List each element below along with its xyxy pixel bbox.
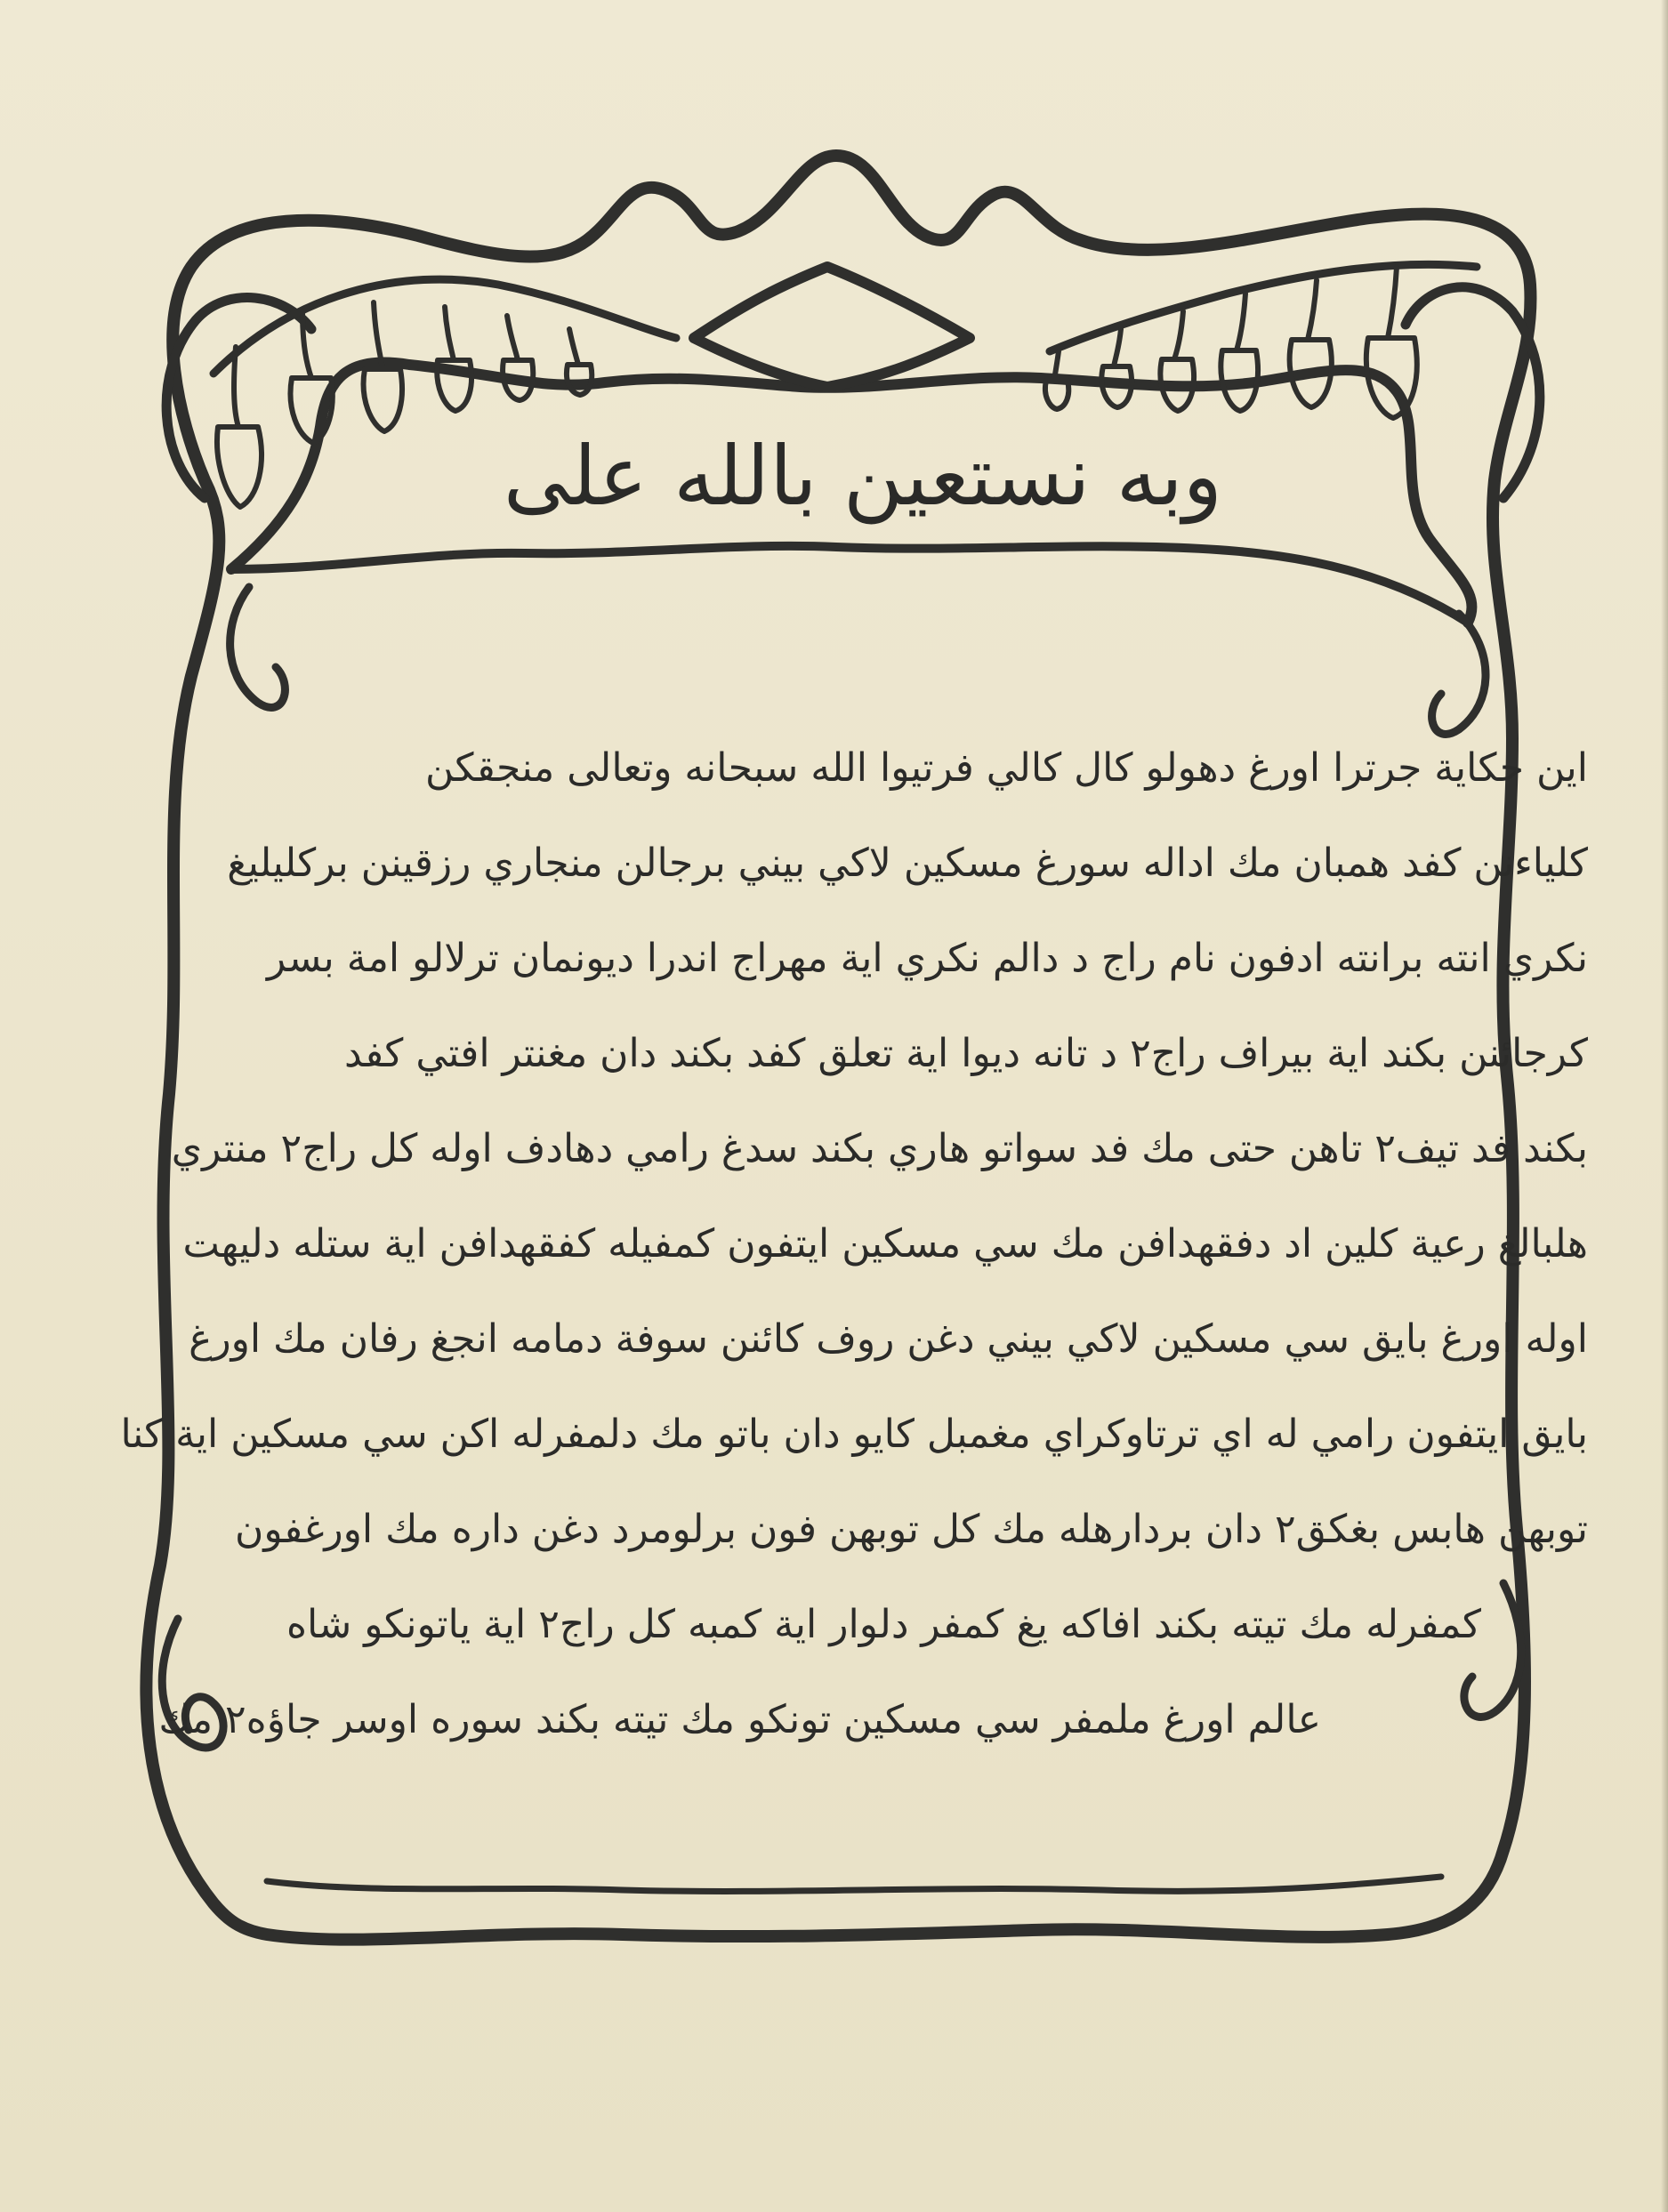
text-line: كلياءنن كفد همبان مك اداله سورغ مسكين لاكي بيني برجالن منجاري رزقينن بركليليغ [227, 841, 1588, 886]
text-line: عالم اورغ ملمفر سي مسكين تونكو مك تيته بكند سوره اوسر جاؤه٢ مك [158, 1697, 1321, 1742]
text-line: اين حكاية جرترا اورغ دهولو كال كالي فرتيوا الله سبحانه وتعالى منجقكن [424, 745, 1588, 791]
text-line: هلبالغ رعية كلين اد دفقهدافن مك سي مسكين ايتفون كمفيله كفقهدافن اية ستله دليهت [182, 1221, 1588, 1267]
text-line: توبهن هابس بغكق٢ دان بردارهله مك كل توبهن فون برلومرد دغن داره مك اورغفون [235, 1507, 1588, 1552]
text-line: بايق ايتفون رامي له اي ترتاوكراي مغمبل كايو دان باتو مك دلمفرله اكن سي مسكين اية كنا [120, 1412, 1588, 1457]
text-line: اوله اورغ بايق سي مسكين لاكي بيني دغن روف كائنن سوفة دمامه انجغ رفان مك اورغ [189, 1316, 1588, 1362]
right-inner-curl [1432, 614, 1486, 734]
page-heading: وبه نستعين بالله على [503, 428, 1223, 524]
text-line: كرجائنن بكند اية بيراف راج٢ د تانه ديوا اية تعلق كفد بكند دان مغنتر افتي كفد [344, 1031, 1588, 1076]
left-inner-curl [230, 587, 286, 707]
text-line: كمفرله مك تيته بكند افاكه يغ كمفر دلوار اية كمبه كل راج٢ اية ياتونكو شاه [286, 1602, 1481, 1647]
text-line: نكري انته برانته ادفون نام راج د دالم نكري اية مهراج اندرا ديونمان ترلالو امة بسر [266, 936, 1588, 981]
top-diamond [694, 267, 970, 387]
text-line: بكند فد تيف٢ تاهن حتى مك فد سواتو هاري بكند سدغ رامي دهادف اوله كل راج٢ منتري [171, 1126, 1588, 1171]
scan-edge [1661, 0, 1668, 2212]
body-text [120, 720, 1588, 1957]
